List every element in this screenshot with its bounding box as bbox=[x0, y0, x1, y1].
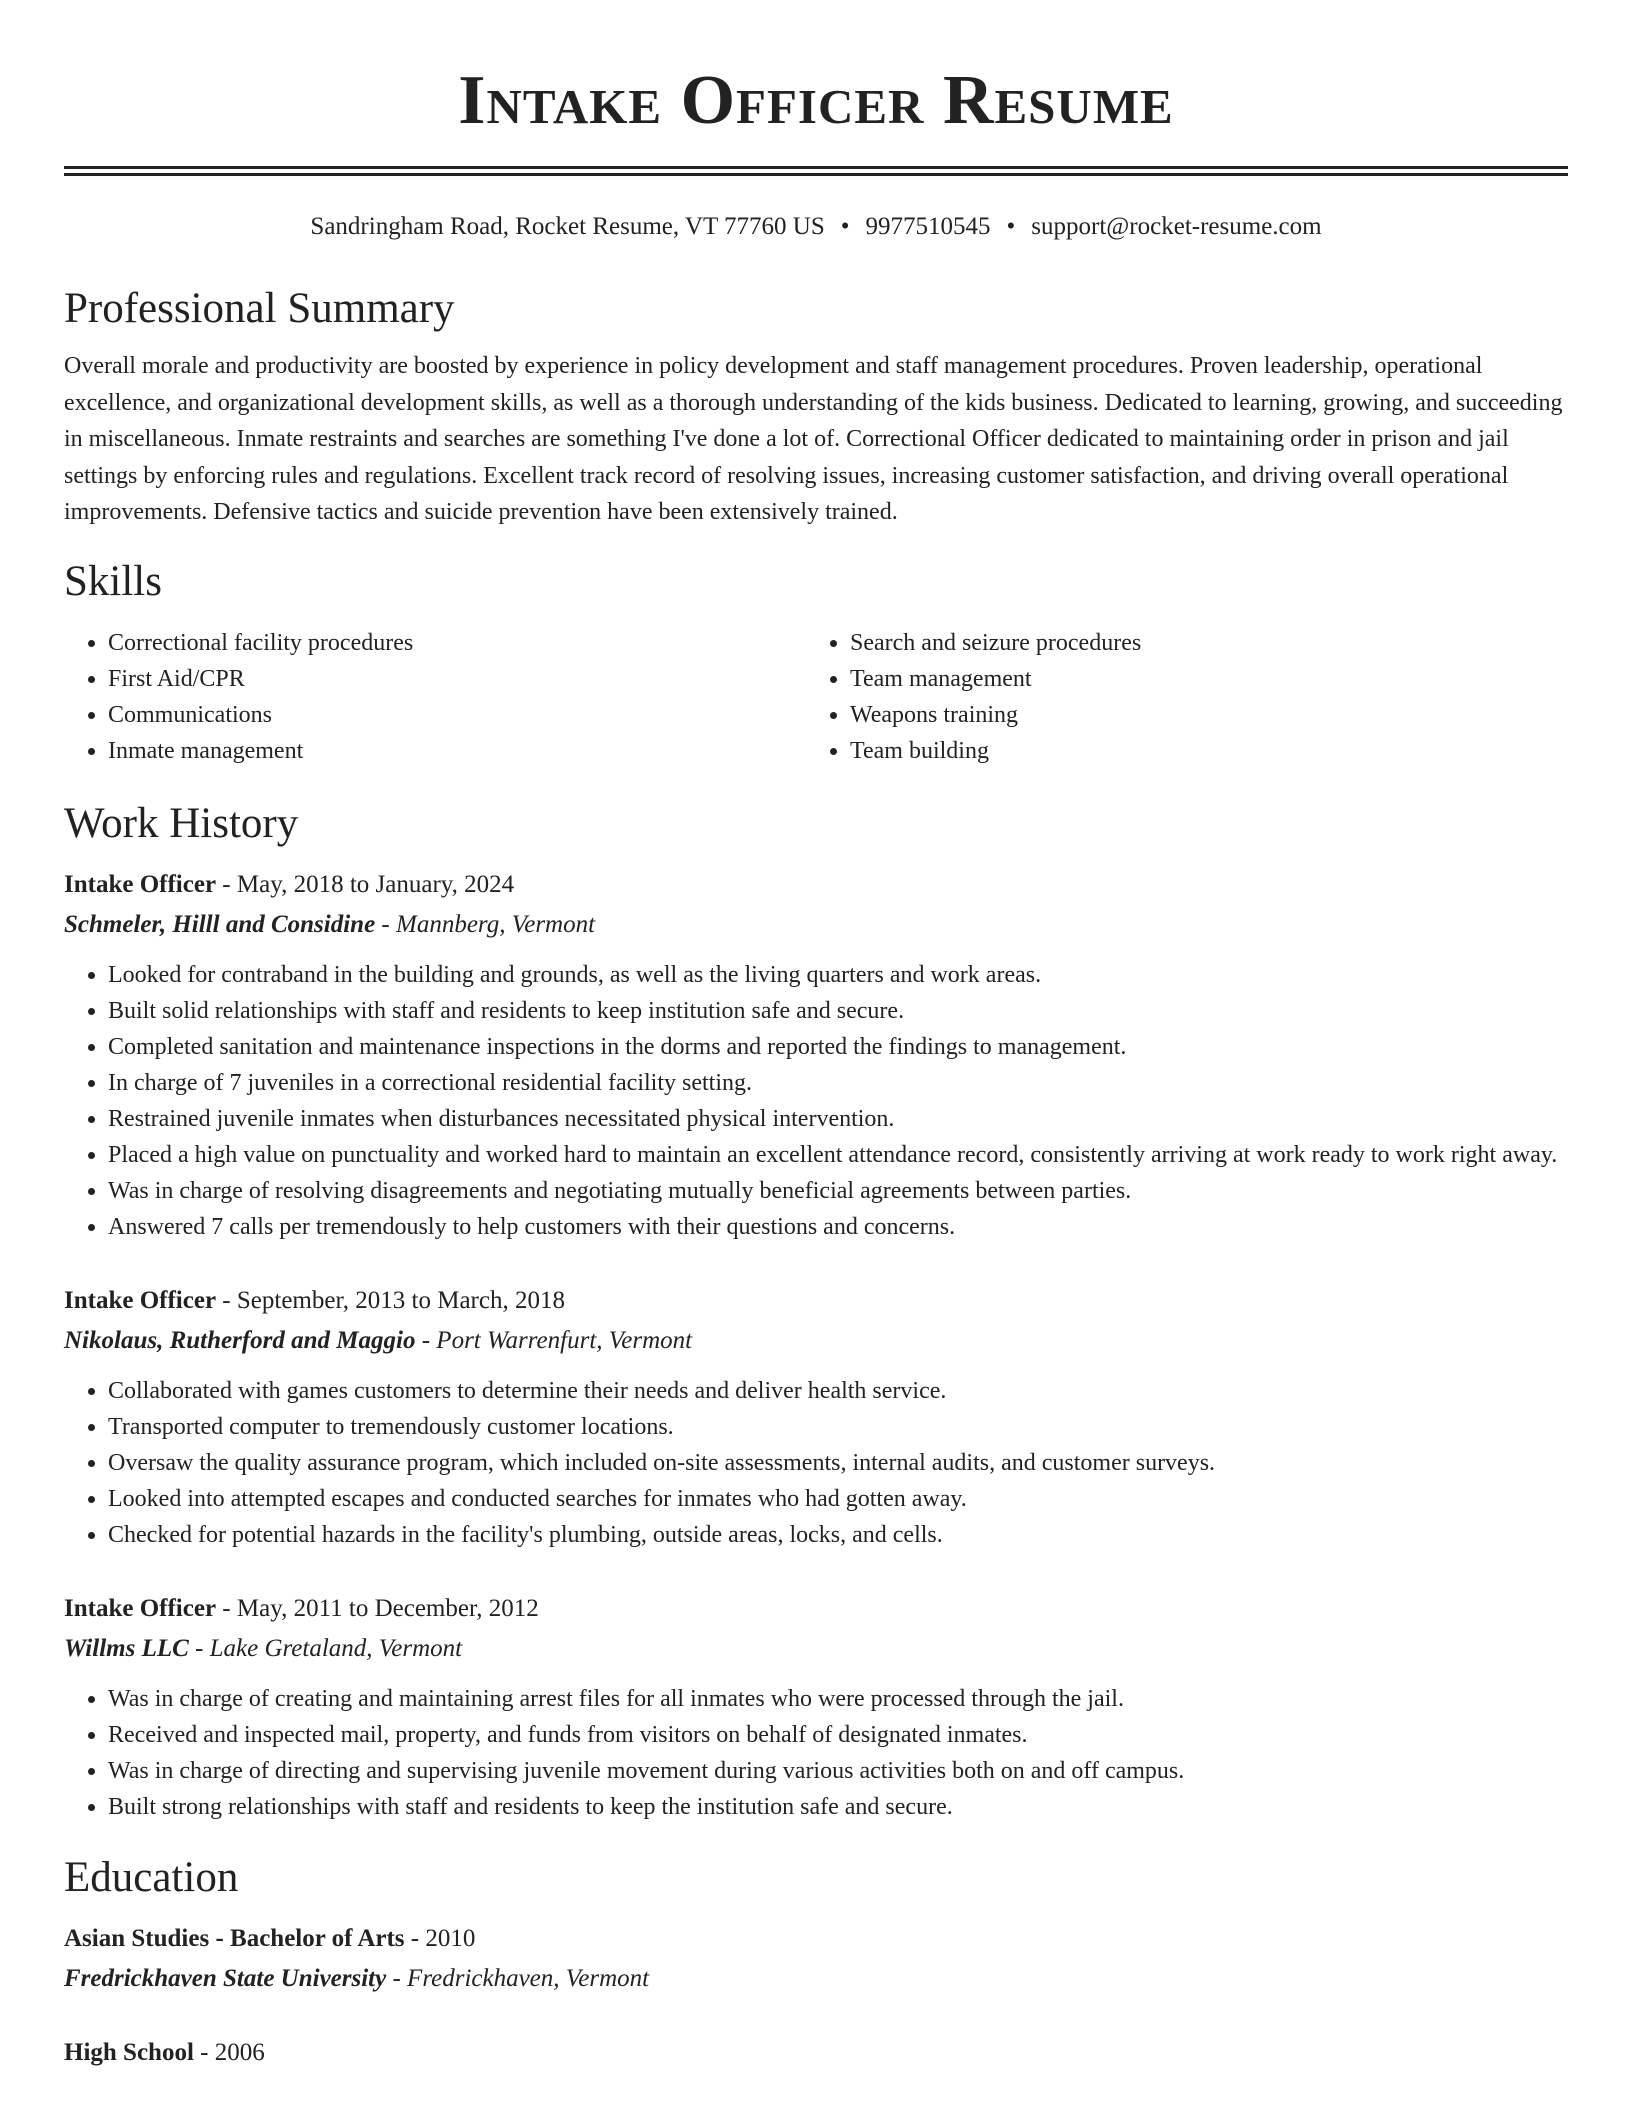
degree-line bbox=[64, 1919, 1568, 1959]
skills-column-right bbox=[806, 625, 1548, 769]
duty-item: • Checked for potential hazards in the facility's plumbing, outside areas, locks, and cells. bbox=[108, 1517, 1568, 1553]
education-heading: Education bbox=[64, 1853, 239, 1901]
job-duties bbox=[64, 957, 1568, 1245]
degree-line bbox=[64, 2033, 1568, 2073]
job-entry bbox=[64, 1281, 1568, 1553]
job-entry bbox=[64, 865, 1568, 1245]
company-line bbox=[64, 905, 1568, 945]
job-title: Intake Officer bbox=[64, 1286, 217, 1314]
job-title-line bbox=[64, 1281, 1568, 1321]
contact-phone: 9977510545 bbox=[865, 213, 991, 240]
skill-item: • Inmate management bbox=[108, 733, 806, 769]
skill-item: • Weapons training bbox=[850, 697, 1548, 733]
duty-item: • Looked for contraband in the building and grounds, as well as the living quarters and work areas. bbox=[108, 957, 1568, 993]
duty-item: • Oversaw the quality assurance program, which included on-site assessments, internal audits, and customer surveys. bbox=[108, 1445, 1568, 1481]
resume-title: Intake Officer Resume bbox=[458, 62, 1174, 139]
education-entry bbox=[64, 2033, 1568, 2073]
resume-content bbox=[64, 0, 1568, 2073]
school-line bbox=[64, 1959, 1568, 1999]
job-dates: - September, 2013 to March, 2018 bbox=[216, 1286, 565, 1314]
company-line bbox=[64, 1321, 1568, 1361]
degree-year: - 2010 bbox=[404, 1924, 476, 1952]
company-name: Willms LLC bbox=[64, 1634, 189, 1662]
skills-column-left bbox=[64, 625, 806, 769]
contact-address: Sandringham Road, Rocket Resume, VT 77760 US bbox=[310, 213, 825, 240]
education-entry bbox=[64, 1919, 1568, 1999]
job-duties bbox=[64, 1373, 1568, 1553]
summary-heading: Professional Summary bbox=[64, 285, 455, 332]
contact-email: support@rocket-resume.com bbox=[1031, 213, 1322, 240]
duty-item: • Answered 7 calls per tremendously to help customers with their questions and concerns. bbox=[108, 1209, 1568, 1245]
duty-item: • Was in charge of resolving disagreements and negotiating mutually beneficial agreements between parties. bbox=[108, 1173, 1568, 1209]
duty-item: • In charge of 7 juveniles in a correctional residential facility setting. bbox=[108, 1065, 1568, 1101]
skill-item: • Team management bbox=[850, 661, 1548, 697]
company-name: Nikolaus, Rutherford and Maggio bbox=[64, 1326, 416, 1354]
company-line bbox=[64, 1629, 1568, 1669]
contact-separator: • bbox=[840, 213, 850, 240]
job-title-line bbox=[64, 865, 1568, 905]
summary-text: Overall morale and productivity are boosted by experience in policy development and staff management procedures. Proven leadership, operational excellence, and organizational development skills, as well as a thorough understanding of the kids business. Dedicated to learning, growing, and succeeding in miscellaneous. Inmate restraints and searches are something I've done a lot of. Correctional Officer dedicated to maintaining order in prison and jail settings by enforcing rules and regulations. Excellent track record of resolving issues, increasing customer satisfaction, and driving overall operational improvements. Defensive tactics and suicide prevention have been extensively trained. bbox=[64, 353, 1563, 525]
title-divider bbox=[64, 166, 1568, 176]
duty-item: • Was in charge of creating and maintaining arrest files for all inmates who were processed through the jail. bbox=[108, 1681, 1568, 1717]
work-history-heading: Work History bbox=[64, 799, 299, 847]
company-location: - Lake Gretaland, Vermont bbox=[188, 1634, 463, 1662]
duty-item: • Transported computer to tremendously customer locations. bbox=[108, 1409, 1568, 1445]
degree-name: High School bbox=[64, 2038, 194, 2066]
skill-item: • Communications bbox=[108, 697, 806, 733]
job-title: Intake Officer bbox=[64, 870, 217, 898]
skills-heading: Skills bbox=[64, 557, 162, 605]
duty-item: • Restrained juvenile inmates when disturbances necessitated physical intervention. bbox=[108, 1101, 1568, 1137]
skill-item: • Correctional facility procedures bbox=[108, 625, 806, 661]
degree-name: Asian Studies - Bachelor of Arts bbox=[64, 1924, 405, 1952]
duty-item: • Completed sanitation and maintenance inspections in the dorms and reported the findings to management. bbox=[108, 1029, 1568, 1065]
duty-item: • Placed a high value on punctuality and worked hard to maintain an excellent attendance record, consistently arriving at work ready to work right away. bbox=[108, 1137, 1568, 1173]
duty-item: • Built solid relationships with staff and residents to keep institution safe and secure. bbox=[108, 993, 1568, 1029]
job-dates: - May, 2011 to December, 2012 bbox=[216, 1594, 539, 1622]
company-name: Schmeler, Hilll and Considine bbox=[64, 910, 376, 938]
skills-list bbox=[64, 625, 1568, 769]
duty-item: • Looked into attempted escapes and conducted searches for inmates who had gotten away. bbox=[108, 1481, 1568, 1517]
job-title: Intake Officer bbox=[64, 1594, 217, 1622]
contact-line bbox=[64, 212, 1568, 242]
degree-year: - 2006 bbox=[193, 2038, 265, 2066]
skill-item: • Team building bbox=[850, 733, 1548, 769]
company-location: - Mannberg, Vermont bbox=[375, 910, 596, 938]
school-name: Fredrickhaven State University bbox=[64, 1964, 387, 1992]
job-dates: - May, 2018 to January, 2024 bbox=[216, 870, 515, 898]
job-duties bbox=[64, 1681, 1568, 1825]
company-location: - Port Warrenfurt, Vermont bbox=[415, 1326, 693, 1354]
contact-separator: • bbox=[1006, 213, 1016, 240]
duty-item: • Was in charge of directing and supervising juvenile movement during various activities both on and off campus. bbox=[108, 1753, 1568, 1789]
skill-item: • First Aid/CPR bbox=[108, 661, 806, 697]
job-entry bbox=[64, 1589, 1568, 1825]
job-title-line bbox=[64, 1589, 1568, 1629]
duty-item: • Built strong relationships with staff and residents to keep the institution safe and secure. bbox=[108, 1789, 1568, 1825]
duty-item: • Received and inspected mail, property, and funds from visitors on behalf of designated inmates. bbox=[108, 1717, 1568, 1753]
school-location: - Fredrickhaven, Vermont bbox=[386, 1964, 650, 1992]
skill-item: • Search and seizure procedures bbox=[850, 625, 1548, 661]
duty-item: • Collaborated with games customers to determine their needs and deliver health service. bbox=[108, 1373, 1568, 1409]
